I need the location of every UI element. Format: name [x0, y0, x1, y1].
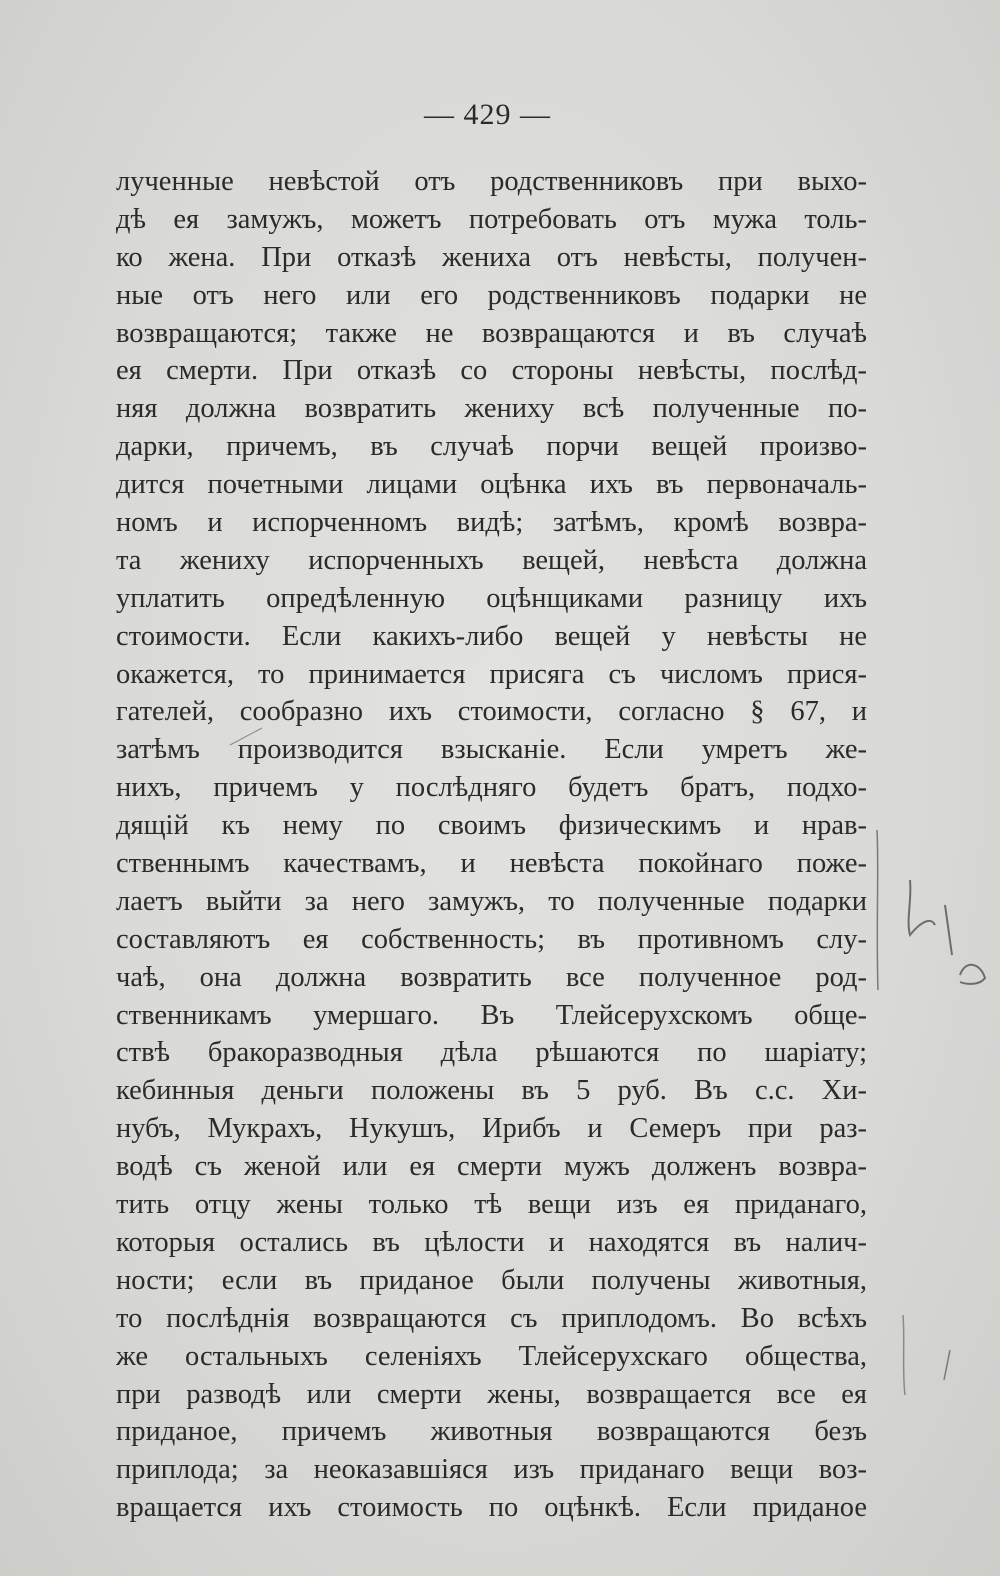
- text-line: водѣ съ женой или ея смерти мужъ долженъ возвра-: [116, 1151, 867, 1183]
- text-line: няя должна возвратить жениху всѣ полученные по-: [116, 393, 867, 425]
- page-number: — 429 —: [424, 98, 551, 131]
- text-line: ея смерти. При отказѣ со стороны невѣсты, послѣд-: [116, 355, 867, 387]
- margin-tick-mark: [944, 1350, 950, 1380]
- text-line: лаетъ выйти за него замужъ, то полученные подарки: [116, 885, 867, 917]
- text-line: при разводѣ или смерти жены, возвращается все ея: [116, 1378, 867, 1410]
- text-line: то послѣднія возвращаются съ приплодомъ. Во всѣхъ: [116, 1302, 867, 1334]
- text-line: дѣ ея замужъ, можетъ потребовать отъ мужа толь-: [116, 203, 867, 235]
- handwritten-annotation-mark: [909, 880, 985, 984]
- margin-bracket-mark: [903, 1315, 905, 1395]
- text-line: ко жена. При отказѣ жениха отъ невѣсты, получен-: [116, 241, 867, 273]
- text-line: дится почетными лицами оцѣнка ихъ въ первоначаль-: [116, 469, 867, 501]
- text-line: ствѣ бракоразводныя дѣла рѣшаются по шаріату;: [116, 1037, 867, 1069]
- text-line: вращается ихъ стоимость по оцѣнкѣ. Если приданое: [116, 1492, 867, 1524]
- text-line: нихъ, причемъ у послѣдняго будетъ братъ, подхо-: [116, 772, 867, 804]
- text-line: затѣмъ производится взысканіе. Если умретъ же-: [116, 734, 867, 766]
- body-text: [116, 163, 867, 1527]
- text-line: которыя остались въ цѣлости и находятся въ налич-: [116, 1226, 867, 1258]
- text-line: тить отцу жены только тѣ вещи изъ ея приданаго,: [116, 1189, 867, 1221]
- text-line: гателей, сообразно ихъ стоимости, согласно § 67, и: [116, 696, 867, 728]
- text-line: ственникамъ умершаго. Въ Тлейсерухскомъ обще-: [116, 999, 867, 1031]
- text-line: лученные невѣстой отъ родственниковъ при выхо-: [116, 166, 867, 197]
- text-line: возвращаются; также не возвращаются и въ случаѣ: [116, 317, 867, 349]
- text-line: окажется, то принимается присяга съ числомъ прися-: [116, 658, 867, 690]
- text-line: стоимости. Если какихъ-либо вещей у невѣсты не: [116, 620, 867, 652]
- text-line: чаѣ, она должна возвратить все полученное род-: [116, 961, 867, 993]
- text-line: ные отъ него или его родственниковъ подарки не: [116, 279, 867, 311]
- text-line: уплатить опредѣленную оцѣнщиками разницу ихъ: [116, 582, 867, 614]
- text-line: дарки, причемъ, въ случаѣ порчи вещей произво-: [116, 431, 867, 463]
- text-line: приплода; за неоказавшіяся изъ приданаго вещи воз-: [116, 1454, 867, 1486]
- text-line: кебинныя деньги положены въ 5 руб. Въ с.с. Хи-: [116, 1075, 867, 1107]
- text-line: же остальныхъ селеніяхъ Тлейсерухскаго общества,: [116, 1340, 867, 1372]
- margin-line-mark: [877, 830, 878, 990]
- text-line: дящій къ нему по своимъ физическимъ и нрав-: [116, 810, 867, 842]
- text-line: номъ и испорченномъ видѣ; затѣмъ, кромѣ возвра-: [116, 507, 867, 539]
- text-line: ности; если въ приданое были получены животныя,: [116, 1264, 867, 1296]
- text-line: нубъ, Мукрахъ, Нукушъ, Ирибъ и Семеръ при раз-: [116, 1113, 867, 1145]
- text-line: составляютъ ея собственность; въ противномъ слу-: [116, 923, 867, 955]
- text-line: та жениху испорченныхъ вещей, невѣста должна: [116, 544, 867, 576]
- text-line: приданое, причемъ животныя возвращаются безъ: [116, 1416, 867, 1448]
- text-line: ственнымъ качествамъ, и невѣста покойнаго поже-: [116, 848, 867, 880]
